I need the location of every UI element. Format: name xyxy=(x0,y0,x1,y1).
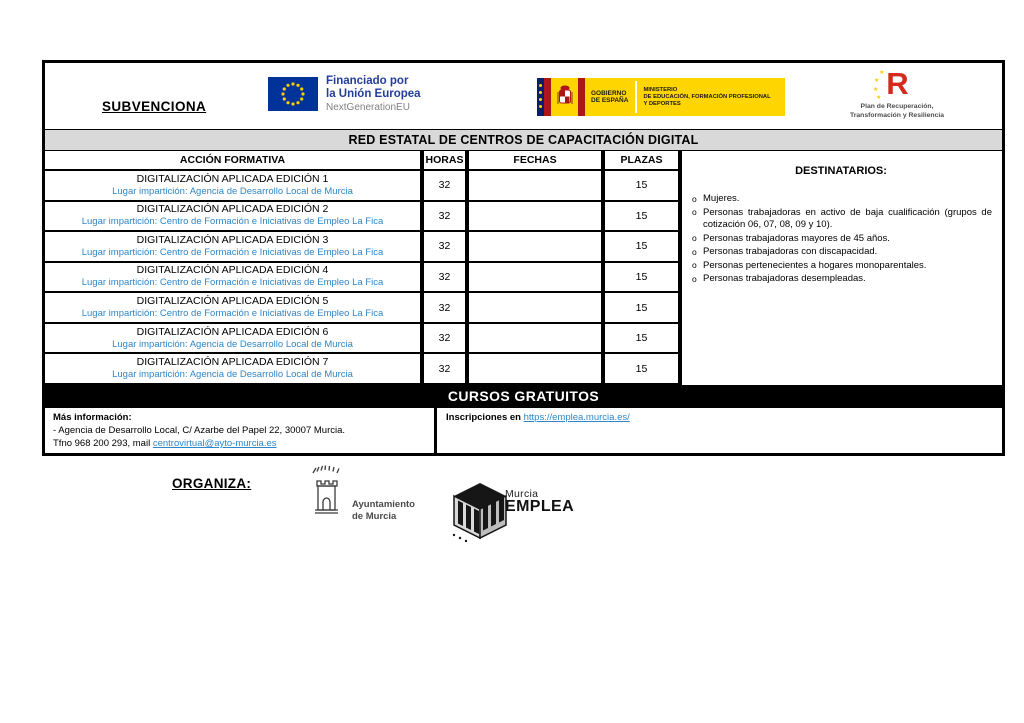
emplea-line2: EMPLEA xyxy=(505,498,575,515)
course-plazas: 15 xyxy=(605,232,682,263)
ayuntamiento-murcia-icon xyxy=(303,464,349,534)
more-info-title: Más información: xyxy=(53,412,132,423)
course-title: DIGITALIZACIÓN APLICADA EDICIÓN 5 xyxy=(136,295,329,308)
course-plazas: 15 xyxy=(605,293,682,324)
course-fechas xyxy=(469,202,605,233)
ministry-line2: DE EDUCACIÓN, FORMACIÓN PROFESIONAL xyxy=(643,93,771,100)
eu-funding-line3: NextGenerationEU xyxy=(326,102,410,113)
logos-header xyxy=(45,63,1002,129)
course-horas: 32 xyxy=(424,202,469,233)
eu-funding-text xyxy=(326,75,421,114)
murcia-emplea-label xyxy=(505,489,574,514)
table-row-accion xyxy=(45,202,424,233)
col-header-accion: ACCIÓN FORMATIVA xyxy=(45,151,424,171)
destinatarios-item: o Mujeres. xyxy=(690,193,992,206)
course-title: DIGITALIZACIÓN APLICADA EDICIÓN 4 xyxy=(136,264,329,277)
course-location: Lugar impartición: Centro de Formación e Iniciativas de Empleo La Fica xyxy=(81,277,384,289)
ministry-text xyxy=(643,87,774,108)
prtr-logo xyxy=(827,63,967,120)
destinatarios-item: o Personas trabajadoras desempleadas. xyxy=(690,273,992,286)
spain-flag-red-left xyxy=(544,78,551,116)
course-plazas: 15 xyxy=(605,263,682,294)
col-header-fechas: FECHAS xyxy=(469,151,605,171)
table-row-accion xyxy=(45,171,424,202)
free-courses-banner: CURSOS GRATUITOS xyxy=(45,385,1002,408)
ministry-line3: Y DEPORTES xyxy=(643,100,681,107)
ayuntamiento-line2: de Murcia xyxy=(352,511,397,522)
course-location: Lugar impartición: Agencia de Desarrollo Local de Murcia xyxy=(112,338,353,350)
course-fechas xyxy=(469,354,605,385)
prtr-letter: R xyxy=(886,66,908,101)
course-title: DIGITALIZACIÓN APLICADA EDICIÓN 6 xyxy=(136,325,329,338)
course-location: Lugar impartición: Centro de Formación e Iniciativas de Empleo La Fica xyxy=(81,246,384,258)
table-row-accion xyxy=(45,354,424,385)
inscriptions-link[interactable]: https://emplea.murcia.es/ xyxy=(523,412,630,423)
destinatarios-panel xyxy=(682,151,1002,385)
more-info-address: - Agencia de Desarrollo Local, C/ Azarbe del Papel 22, 30007 Murcia. xyxy=(53,425,346,436)
course-plazas: 15 xyxy=(605,354,682,385)
ayuntamiento-line1: Ayuntamiento xyxy=(352,499,415,510)
more-info-phone-line xyxy=(53,437,426,450)
course-location: Lugar impartición: Centro de Formación e Iniciativas de Empleo La Fica xyxy=(81,216,384,228)
course-horas: 32 xyxy=(424,293,469,324)
ministry-line1: MINISTERIO xyxy=(643,86,678,93)
network-title-band: RED ESTATAL DE CENTROS DE CAPACITACIÓN DIGITAL xyxy=(45,129,1002,151)
spain-coat-of-arms-icon xyxy=(551,78,578,116)
gobierno-line2: DE ESPAÑA xyxy=(591,97,629,104)
course-plazas: 15 xyxy=(605,324,682,355)
course-fechas xyxy=(469,324,605,355)
eu-flag-icon xyxy=(268,77,318,111)
col-header-horas: HORAS xyxy=(424,151,469,171)
course-fechas xyxy=(469,171,605,202)
murcia-emplea-cube-icon xyxy=(450,481,510,543)
course-plazas: 15 xyxy=(605,202,682,233)
course-location: Lugar impartición: Centro de Formación e Iniciativas de Empleo La Fica xyxy=(81,308,384,320)
subvenciona-label: SUBVENCIONA xyxy=(102,99,207,114)
destinatarios-item: o Personas trabajadoras en activo de baja cualificación (grupos de cotización 06, 07, 08, 09 y 10). xyxy=(690,207,992,232)
table-row-accion xyxy=(45,232,424,263)
course-title: DIGITALIZACIÓN APLICADA EDICIÓN 7 xyxy=(136,356,329,369)
course-horas: 32 xyxy=(424,232,469,263)
col-header-plazas: PLAZAS xyxy=(605,151,682,171)
inscriptions-cell xyxy=(437,408,1002,453)
gobierno-espana-logo xyxy=(537,78,785,116)
contact-footer xyxy=(45,408,1002,453)
course-title: DIGITALIZACIÓN APLICADA EDICIÓN 3 xyxy=(136,233,329,246)
courses-table-area xyxy=(45,151,1002,385)
courses-table xyxy=(45,151,682,385)
course-horas: 32 xyxy=(424,324,469,355)
destinatarios-item: o Personas trabajadoras mayores de 45 años. xyxy=(690,233,992,246)
prtr-r-icon: ★ ★ ★ ★ R xyxy=(873,66,908,101)
destinatarios-item: o Personas pertenecientes a hogares monoparentales. xyxy=(690,260,992,273)
course-location: Lugar impartición: Agencia de Desarrollo Local de Murcia xyxy=(112,369,353,381)
phone-mail-prefix: Tfno 968 200 293, mail xyxy=(53,438,153,449)
organiza-label: ORGANIZA: xyxy=(172,476,252,491)
prtr-caption-line1: Plan de Recuperación, xyxy=(860,103,934,110)
course-fechas xyxy=(469,263,605,294)
emplea-line1: Murcia xyxy=(505,488,539,500)
table-row-accion xyxy=(45,324,424,355)
spain-flag-red-right xyxy=(578,78,585,116)
destinatarios-list xyxy=(690,193,992,286)
gobierno-line1: GOBIERNO xyxy=(591,89,627,97)
eu-stars-strip-icon xyxy=(537,78,544,116)
destinatarios-item: o Personas trabajadoras con discapacidad. xyxy=(690,246,992,259)
ministry-separator xyxy=(635,81,637,113)
main-bordered-box xyxy=(42,60,1005,456)
eu-funding-line1: Financiado por xyxy=(326,75,409,87)
table-row-accion xyxy=(45,263,424,294)
course-location: Lugar impartición: Agencia de Desarrollo Local de Murcia xyxy=(112,185,353,197)
table-row-accion xyxy=(45,293,424,324)
email-link[interactable]: centrovirtual@ayto-murcia.es xyxy=(152,438,277,449)
eu-funding-line2: la Unión Europea xyxy=(326,88,421,100)
more-info-cell xyxy=(45,408,437,453)
course-horas: 32 xyxy=(424,354,469,385)
ayuntamiento-murcia-label xyxy=(352,499,415,523)
course-title: DIGITALIZACIÓN APLICADA EDICIÓN 2 xyxy=(136,203,329,216)
course-title: DIGITALIZACIÓN APLICADA EDICIÓN 1 xyxy=(136,172,329,185)
course-plazas: 15 xyxy=(605,171,682,202)
destinatarios-title: DESTINATARIOS: xyxy=(795,165,887,177)
course-horas: 32 xyxy=(424,263,469,294)
course-fechas xyxy=(469,293,605,324)
inscriptions-prefix: Inscripciones en xyxy=(446,412,524,423)
course-horas: 32 xyxy=(424,171,469,202)
prtr-caption-line2: Transformación y Resiliencia xyxy=(849,111,945,119)
course-fechas xyxy=(469,232,605,263)
gobierno-text xyxy=(591,90,628,105)
prtr-caption xyxy=(827,103,967,120)
